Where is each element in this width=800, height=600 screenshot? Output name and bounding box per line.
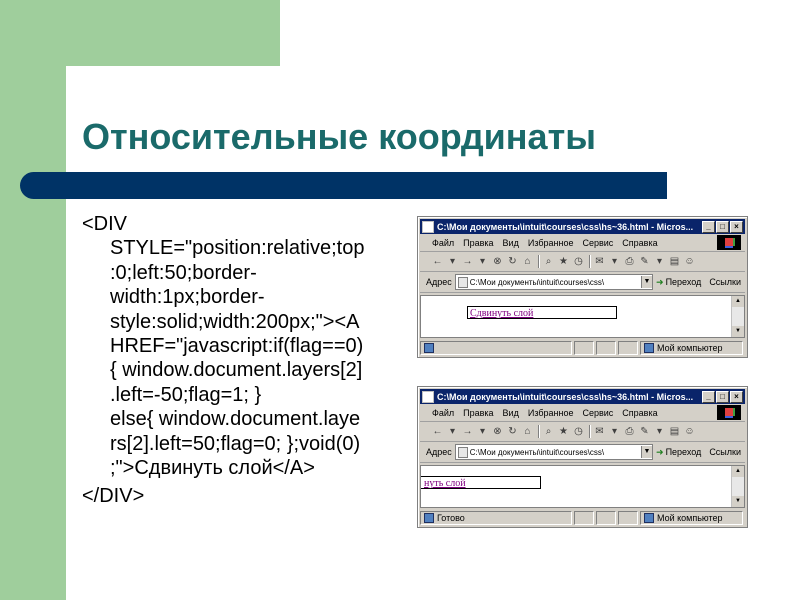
toolbar	[420, 252, 745, 272]
menu-tools[interactable]: Сервис	[582, 237, 614, 248]
status-panel	[420, 511, 572, 525]
mail-icon[interactable]: ✉	[595, 426, 604, 437]
move-layer-link[interactable]: Сдвинуть слой	[467, 306, 617, 319]
scroll-up-icon[interactable]: ▲	[732, 466, 744, 477]
code-line: style:solid;width:200px;"><A	[110, 310, 360, 333]
favorites-icon[interactable]: ★	[559, 256, 568, 267]
back-icon[interactable]: ←	[432, 426, 443, 437]
links-button[interactable]: Ссылки	[709, 447, 741, 457]
address-input[interactable]	[455, 274, 653, 290]
search-icon[interactable]: ⌕	[545, 256, 552, 267]
dropdown-icon[interactable]: ▾	[449, 256, 456, 267]
toolbar	[420, 422, 745, 442]
scroll-down-icon[interactable]: ▼	[732, 326, 744, 337]
chevron-down-icon[interactable]: ▼	[641, 276, 652, 288]
zone-text: Мой компьютер	[657, 512, 723, 523]
code-line: :0;left:50;border-	[110, 261, 257, 284]
menu-edit[interactable]: Правка	[463, 407, 494, 418]
window-title: C:\Мои документы\intuit\courses\css\hs~36.html - Micros...	[437, 221, 694, 232]
search-icon[interactable]: ⌕	[545, 426, 552, 437]
computer-icon	[644, 513, 654, 523]
close-button[interactable]: ×	[730, 221, 743, 233]
status-panel	[420, 341, 572, 355]
ie-status-icon	[424, 343, 434, 353]
maximize-button[interactable]: □	[716, 221, 729, 233]
slide-title: Относительные координаты	[82, 116, 596, 157]
zone-panel	[640, 511, 743, 525]
menu-bar	[420, 234, 745, 252]
minimize-button[interactable]: _	[702, 391, 715, 403]
back-icon[interactable]: ←	[432, 256, 443, 267]
ie-page-icon	[422, 221, 434, 233]
go-label: Переход	[665, 447, 702, 457]
page-icon	[458, 277, 468, 288]
refresh-icon[interactable]: ↻	[508, 256, 517, 267]
menu-tools[interactable]: Сервис	[582, 407, 614, 418]
page-content	[420, 295, 745, 338]
links-button[interactable]: Ссылки	[709, 277, 741, 287]
minimize-button[interactable]: _	[702, 221, 715, 233]
go-arrow-icon: ➜	[656, 446, 664, 457]
print-icon[interactable]: ⎙	[625, 426, 634, 437]
computer-icon	[644, 343, 654, 353]
code-line: ;">Сдвинуть слой</A>	[110, 457, 315, 480]
favorites-icon[interactable]: ★	[559, 426, 568, 437]
close-button[interactable]: ×	[730, 391, 743, 403]
dropdown-icon[interactable]: ▾	[611, 256, 618, 267]
browser-window-after	[417, 386, 748, 528]
dropdown-icon[interactable]: ▾	[656, 426, 663, 437]
code-line: rs[2].left=50;flag=0; };void(0)	[110, 432, 361, 455]
background-green-band	[0, 0, 280, 66]
menu-help[interactable]: Справка	[622, 237, 658, 248]
go-label: Переход	[665, 277, 702, 287]
menu-favorites[interactable]: Избранное	[527, 237, 574, 248]
status-panel-empty	[574, 341, 594, 355]
status-bar	[420, 340, 745, 355]
window-titlebar[interactable]	[420, 389, 745, 404]
print-icon[interactable]: ⎙	[625, 256, 634, 267]
code-line: STYLE="position:relative;top	[110, 237, 365, 260]
messenger-icon[interactable]: ☺	[684, 426, 695, 437]
code-line: else{ window.document.laye	[110, 408, 361, 431]
mail-icon[interactable]: ✉	[595, 256, 604, 267]
windows-logo-icon	[717, 235, 741, 250]
dropdown-icon[interactable]: ▾	[479, 426, 486, 437]
menu-view[interactable]: Вид	[502, 237, 519, 248]
menu-file[interactable]: Файл	[432, 407, 455, 418]
status-text: Готово	[437, 512, 465, 523]
home-icon[interactable]: ⌂	[524, 256, 531, 267]
history-icon[interactable]: ◷	[574, 256, 583, 267]
toolbar-separator	[538, 425, 539, 438]
address-label: Адрес	[426, 447, 452, 457]
zone-text: Мой компьютер	[657, 342, 723, 353]
scroll-down-icon[interactable]: ▼	[732, 496, 744, 507]
code-line: { window.document.layers[2]	[110, 359, 363, 382]
toolbar-separator	[538, 255, 539, 268]
toolbar-separator	[589, 425, 590, 438]
background-green-stripe	[0, 0, 66, 600]
dropdown-icon[interactable]: ▾	[611, 426, 618, 437]
code-line: <DIV	[82, 213, 128, 235]
address-value: C:\Мои документы\intuit\courses\css\	[469, 277, 605, 287]
stop-icon[interactable]: ⊗	[493, 256, 502, 267]
ie-page-icon	[422, 391, 434, 403]
window-title: C:\Мои документы\intuit\courses\css\hs~36.html - Micros...	[437, 391, 694, 402]
vertical-scrollbar[interactable]	[731, 296, 744, 337]
forward-icon[interactable]: →	[462, 426, 473, 437]
address-bar	[420, 442, 745, 463]
stop-icon[interactable]: ⊗	[493, 426, 502, 437]
address-label: Адрес	[426, 277, 452, 287]
edit-icon[interactable]: ✎	[640, 426, 649, 437]
title-underline-bar	[20, 172, 667, 199]
maximize-button[interactable]: □	[716, 391, 729, 403]
menu-view[interactable]: Вид	[502, 407, 519, 418]
code-line: .left=-50;flag=1; }	[110, 383, 262, 406]
go-button[interactable]	[656, 277, 701, 288]
menu-edit[interactable]: Правка	[463, 237, 494, 248]
edit-icon[interactable]: ✎	[640, 256, 649, 267]
scroll-up-icon[interactable]: ▲	[732, 296, 744, 307]
window-titlebar[interactable]	[420, 219, 745, 234]
go-arrow-icon: ➜	[656, 276, 664, 287]
code-line: </DIV>	[82, 485, 145, 508]
code-line: HREF="javascript:if(flag==0)	[110, 335, 364, 358]
menu-favorites[interactable]: Избранное	[527, 407, 574, 418]
messenger-icon[interactable]: ☺	[684, 256, 695, 267]
dropdown-icon[interactable]: ▾	[656, 256, 663, 267]
dropdown-icon[interactable]: ▾	[479, 256, 486, 267]
code-block	[82, 212, 412, 509]
page-content	[420, 465, 745, 508]
status-panel-empty	[618, 341, 638, 355]
toolbar-separator	[589, 255, 590, 268]
chevron-down-icon[interactable]: ▼	[641, 446, 652, 458]
menu-bar	[420, 404, 745, 422]
home-icon[interactable]: ⌂	[524, 426, 531, 437]
vertical-scrollbar[interactable]	[731, 466, 744, 507]
zone-panel	[640, 341, 743, 355]
address-input[interactable]	[455, 444, 653, 460]
refresh-icon[interactable]: ↻	[508, 426, 517, 437]
status-panel-empty	[574, 511, 594, 525]
status-panel-empty	[618, 511, 638, 525]
browser-window-before	[417, 216, 748, 358]
discuss-icon[interactable]: ▤	[669, 426, 680, 437]
discuss-icon[interactable]: ▤	[669, 256, 680, 267]
move-layer-link[interactable]: нуть слой	[420, 476, 541, 489]
go-button[interactable]	[656, 447, 701, 458]
code-line: width:1px;border-	[110, 286, 265, 309]
address-value: C:\Мои документы\intuit\courses\css\	[469, 447, 605, 457]
address-bar	[420, 272, 745, 293]
status-bar	[420, 510, 745, 525]
status-panel-empty	[596, 341, 616, 355]
menu-help[interactable]: Справка	[622, 407, 658, 418]
forward-icon[interactable]: →	[462, 256, 473, 267]
windows-logo-icon	[717, 405, 741, 420]
history-icon[interactable]: ◷	[574, 426, 583, 437]
menu-file[interactable]: Файл	[432, 237, 455, 248]
ie-status-icon	[424, 513, 434, 523]
page-icon	[458, 447, 468, 458]
status-panel-empty	[596, 511, 616, 525]
dropdown-icon[interactable]: ▾	[449, 426, 456, 437]
